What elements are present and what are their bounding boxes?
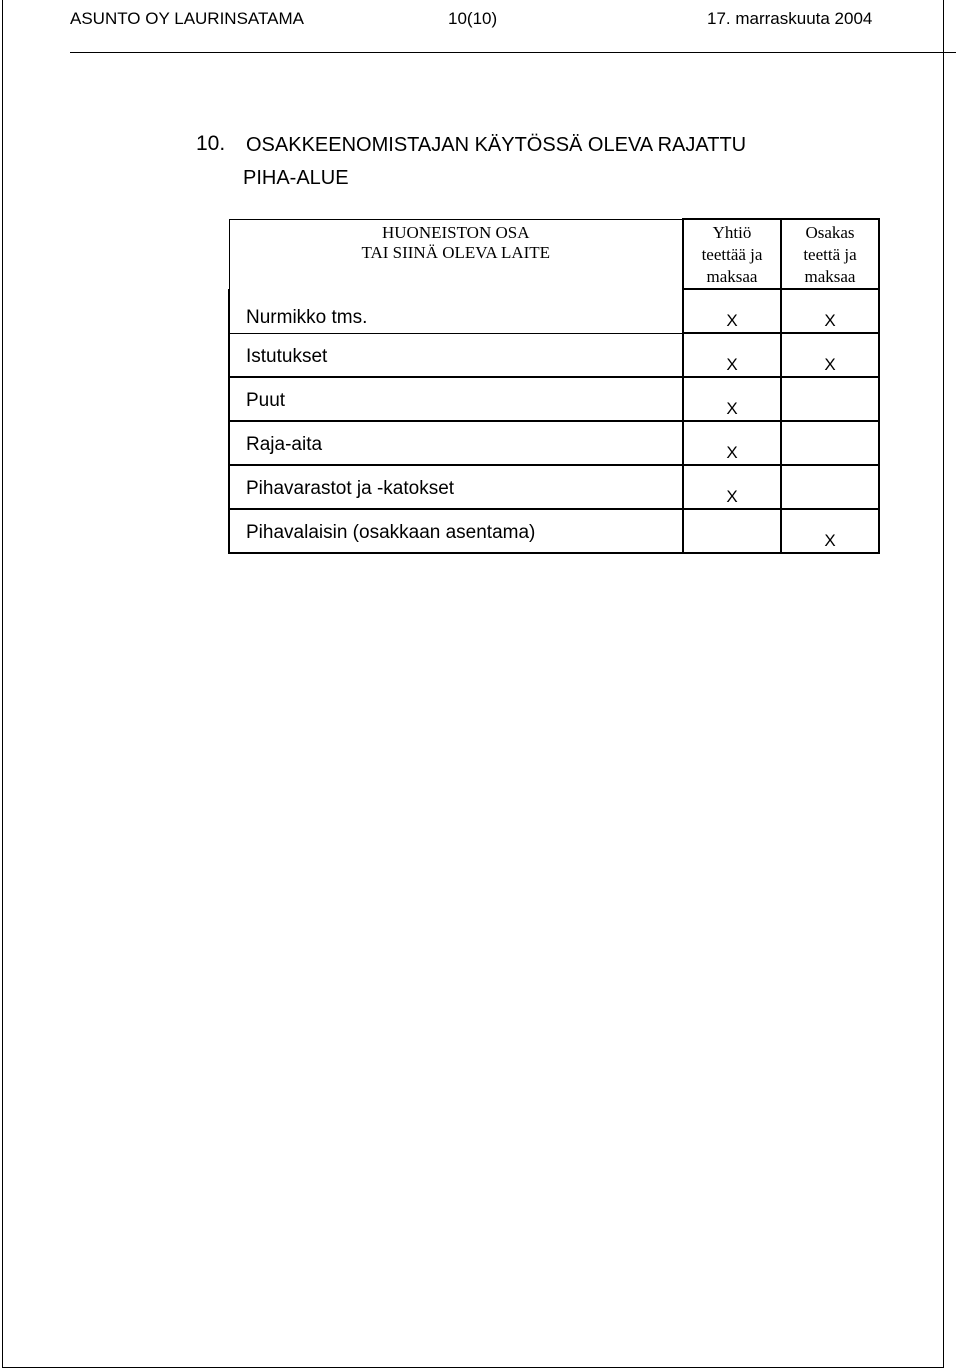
owner-mark (781, 465, 879, 509)
column-header-owner-line1: Osakas (805, 223, 855, 242)
row-label: Raja-aita (229, 421, 683, 465)
row-label: Puut (229, 377, 683, 421)
header-page-number: 10(10) (448, 9, 498, 28)
column-header-company-line2: teettää ja (701, 245, 763, 264)
row-label: Pihavarastot ja -katokset (229, 465, 683, 509)
column-header-part-line2: TAI SIINÄ OLEVA LAITE (361, 242, 551, 262)
owner-mark: X (781, 289, 879, 333)
company-mark (683, 509, 781, 553)
responsibility-table (228, 218, 880, 554)
column-header-company (683, 219, 781, 289)
row-label: Nurmikko tms. (229, 289, 683, 333)
column-header-company-line1: Yhtiö (712, 223, 752, 242)
page-frame (2, 0, 944, 1368)
column-header-company-line3: maksaa (706, 267, 758, 286)
column-header-part (229, 219, 683, 289)
header-company: ASUNTO OY LAURINSATAMA (70, 9, 304, 28)
owner-mark: X (781, 509, 879, 553)
table-row (229, 333, 879, 377)
owner-mark: X (781, 333, 879, 377)
company-mark: X (683, 333, 781, 377)
company-mark: X (683, 377, 781, 421)
table-row (229, 289, 879, 333)
header-rule (70, 52, 956, 53)
table-row (229, 509, 879, 553)
section-title: OSAKKEENOMISTAJAN KÄYTÖSSÄ OLEVA RAJATTU (246, 134, 747, 156)
table-row (229, 421, 879, 465)
column-header-owner (781, 219, 879, 289)
column-header-owner-line2: teettä ja (803, 245, 857, 264)
row-label: Pihavalaisin (osakkaan asentama) (229, 509, 683, 553)
section-number: 10. (196, 132, 226, 155)
table-header-row (229, 219, 879, 289)
row-label: Istutukset (229, 333, 683, 377)
section-title-continued: PIHA-ALUE (243, 167, 349, 189)
owner-mark (781, 377, 879, 421)
table-row (229, 377, 879, 421)
owner-mark (781, 421, 879, 465)
column-header-owner-line3: maksaa (804, 267, 856, 286)
company-mark: X (683, 421, 781, 465)
company-mark: X (683, 465, 781, 509)
header-date: 17. marraskuuta 2004 (707, 9, 873, 28)
column-header-part-line1: HUONEISTON OSA (382, 222, 530, 242)
company-mark: X (683, 289, 781, 333)
table-row (229, 465, 879, 509)
